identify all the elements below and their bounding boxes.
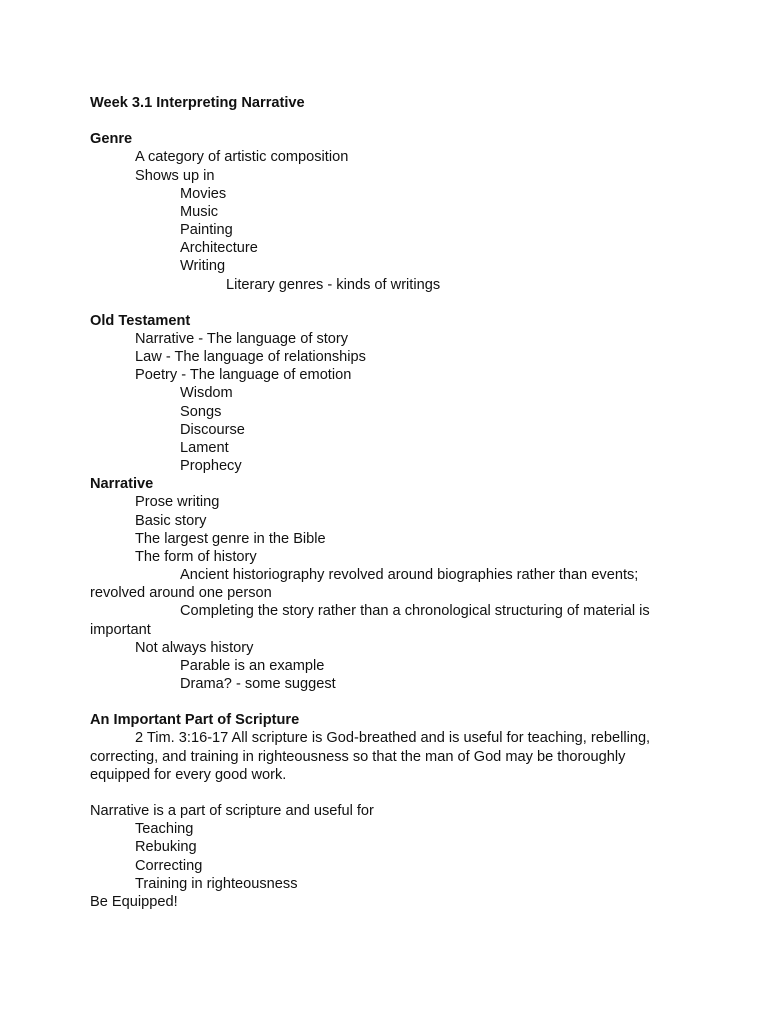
poetry-item: Prophecy [180,458,242,475]
genre-item: Architecture [180,240,258,257]
ot-narrative: Narrative - The language of story [135,331,349,347]
genre-item: Painting [180,222,233,239]
narrative-section [90,475,690,693]
use-item: Correcting [135,857,203,874]
narrative-parable: Parable is an example [180,657,325,674]
section-heading-old-testament: Old Testament [90,312,191,329]
section-heading-important-part: An Important Part of Scripture [90,712,300,729]
narrative-not-always: Not always history [135,639,254,656]
narrative-form-of-history: The form of history [135,548,257,565]
genre-literary: Literary genres - kinds of writings [226,276,441,293]
section-heading-narrative: Narrative [90,476,154,493]
narrative-historiography: Ancient historiography revolved around biographies rather than events; revolved around one person [90,567,639,602]
poetry-item: Songs [180,403,222,420]
genre-definition: A category of artistic composition [135,149,349,166]
old-testament-section [90,312,690,475]
blank-line [90,693,690,711]
use-item: Training in righteousness [135,875,298,892]
important-part-section [90,711,690,911]
useful-for-intro: Narrative is a part of scripture and useful for [90,803,374,820]
narrative-basic-story: Basic story [135,512,207,529]
use-item: Teaching [135,821,194,838]
narrative-prose: Prose writing [135,494,220,511]
scripture-quote: 2 Tim. 3:16-17 All scripture is God-breathed and is useful for teaching, rebelling, correcting, and training in righteousness so that the man of God may be thoroughly equipped for every good work. [90,730,651,783]
genre-item: Music [180,203,219,220]
genre-item: Writing [180,258,226,275]
genre-section [90,130,690,293]
ot-law: Law - The language of relationships [135,349,366,366]
use-item: Rebuking [135,839,197,856]
poetry-item: Lament [180,439,229,456]
narrative-completing: Completing the story rather than a chronological structuring of material is important [90,603,650,638]
ot-poetry: Poetry - The language of emotion [135,367,352,384]
blank-line [90,112,690,130]
poetry-item: Discourse [180,421,245,438]
closing-line: Be Equipped! [90,893,178,910]
narrative-largest-genre: The largest genre in the Bible [135,530,326,547]
genre-shows-up-in: Shows up in [135,167,215,184]
poetry-item: Wisdom [180,385,233,402]
blank-line [90,294,690,312]
blank-line [90,784,690,802]
section-heading-genre: Genre [90,131,133,148]
document-body [90,94,690,911]
document-title: Week 3.1 Interpreting Narrative [90,95,305,111]
genre-item: Movies [180,185,227,202]
narrative-drama: Drama? - some suggest [180,675,336,692]
